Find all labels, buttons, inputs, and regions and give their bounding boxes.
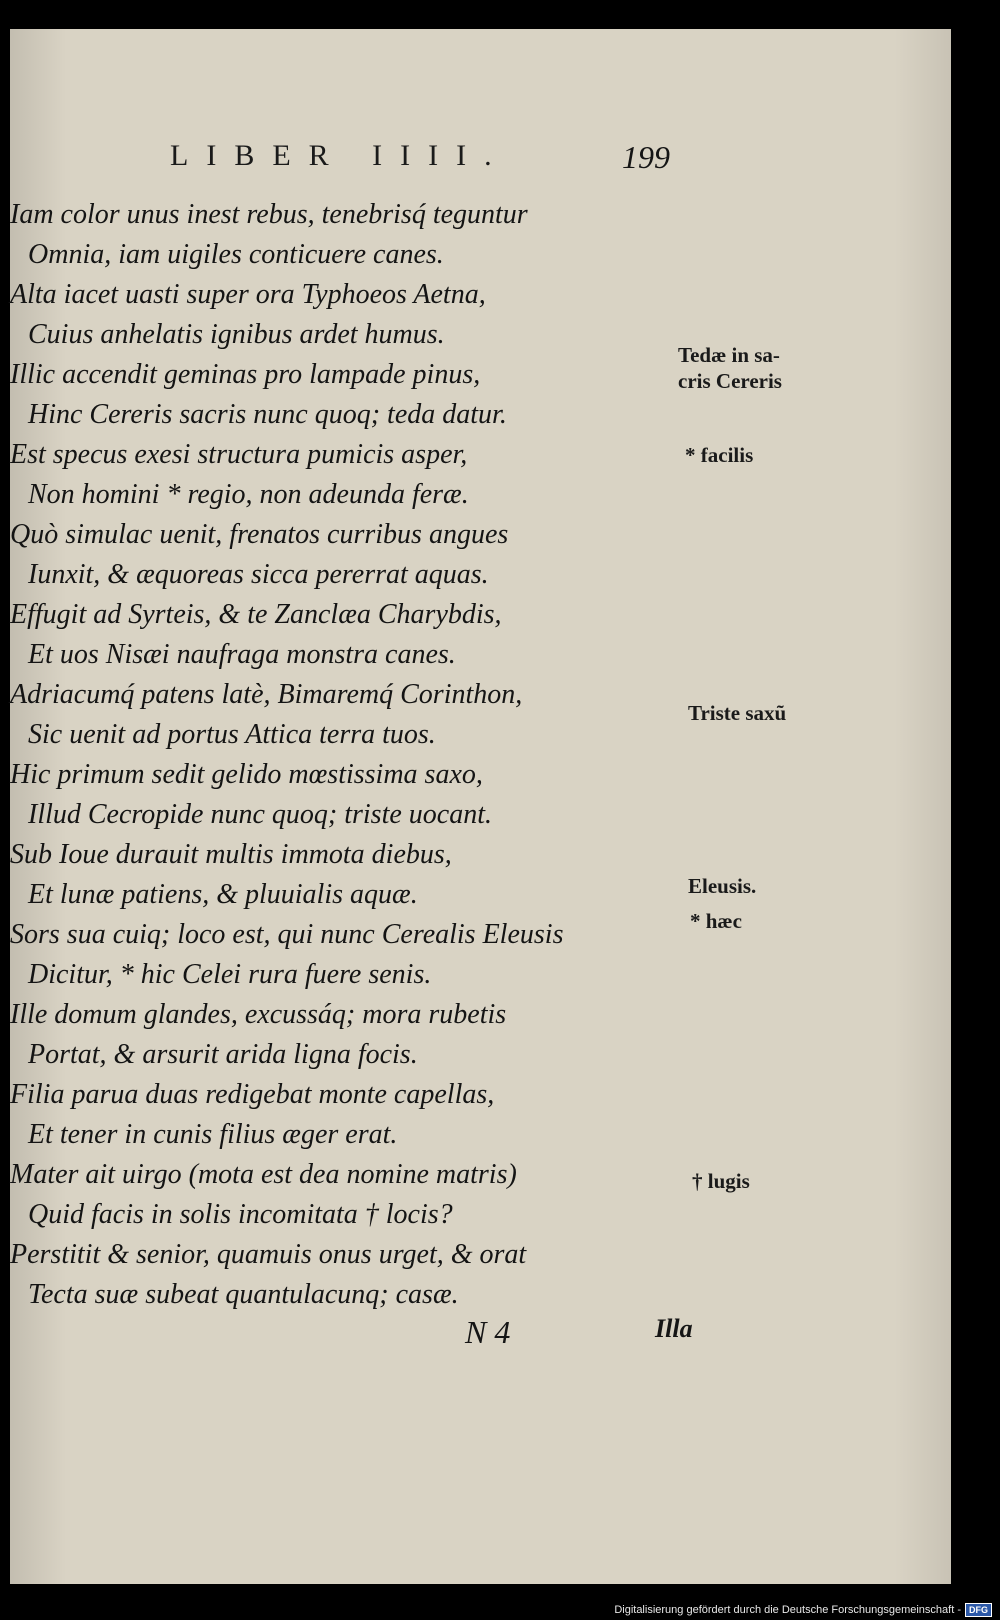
verse-line: Hinc Cereris sacris nunc quoq; teda datur. [28,399,507,430]
verse-line: Iam color unus inest rebus, tenebrisq́ teguntur [10,199,528,230]
margin-note: * facilis [685,443,754,467]
verse-line: Sors sua cuiq; loco est, qui nunc Cerealis Eleusis [10,919,564,950]
verse-line: Hic primum sedit gelido mœstissima saxo, [10,759,483,790]
margin-note: Tedæ in sa- [678,343,780,367]
verse-line: Portat, & arsurit arida ligna focis. [28,1039,418,1070]
page-number: 199 [622,139,670,175]
verse-line: Et tener in cunis filius æger erat. [28,1119,398,1150]
verse-line: Dicitur, * hic Celei rura fuere senis. [28,959,432,990]
verse-line: Quid facis in solis incomitata † locis? [28,1199,453,1230]
verse-line: Alta iacet uasti super ora Typhoeos Aetna, [10,279,486,310]
verse-line: Tecta suæ subeat quantulacunq; casæ. [28,1279,459,1310]
verse-line: Filia parua duas redigebat monte capellas, [10,1079,495,1110]
margin-note: Triste saxũ [688,701,787,725]
signature-mark: N 4 [465,1314,511,1350]
book-page [10,29,951,1584]
verse-line: Illud Cecropide nunc quoq; triste uocant. [28,799,492,830]
verse-line: Perstitit & senior, quamuis onus urget, & orat [10,1239,527,1270]
margin-note: * hæc [690,909,742,933]
catchword: Illa [655,1314,693,1343]
verse-line: Est specus exesi structura pumicis asper, [10,439,468,470]
verse-line: Quò simulac uenit, frenatos curribus angues [10,519,509,550]
verse-line: Effugit ad Syrteis, & te Zanclæa Charybdis, [10,599,502,630]
verse-line: Ille domum glandes, excussáq; mora rubetis [10,999,507,1030]
verse-line: Illic accendit geminas pro lampade pinus, [10,359,481,390]
verse-line: Omnia, iam uigiles conticuere canes. [28,239,444,270]
verse-line: Mater ait uirgo (mota est dea nomine matris) [10,1159,517,1190]
verse-line: Et lunæ patiens, & pluuialis aquæ. [28,879,418,910]
credit-text: Digitalisierung gefördert durch die Deutsche Forschungsgemeinschaft - [614,1604,961,1616]
margin-note: Eleusis. [688,874,757,898]
dfg-logo: DFG [965,1603,992,1617]
margin-note: cris Cereris [678,369,782,393]
verse-line: Adriacumq́ patens latè, Bimaremq́ Corinthon, [10,679,523,710]
verse-line: Et uos Nisæi naufraga monstra canes. [28,639,456,670]
verse-line: Sub Ioue durauit multis immota diebus, [10,839,452,870]
running-title: LIBER IIII. [170,139,510,172]
margin-note: † lugis [692,1169,750,1193]
verse-line: Sic uenit ad portus Attica terra tuos. [28,719,436,750]
verse-line: Non homini * regio, non adeunda feræ. [28,479,469,510]
verse-line: Iunxit, & æquoreas sicca pererrat aquas. [28,559,489,590]
digitization-credit [614,1602,992,1618]
verse-line: Cuius anhelatis ignibus ardet humus. [28,319,445,350]
